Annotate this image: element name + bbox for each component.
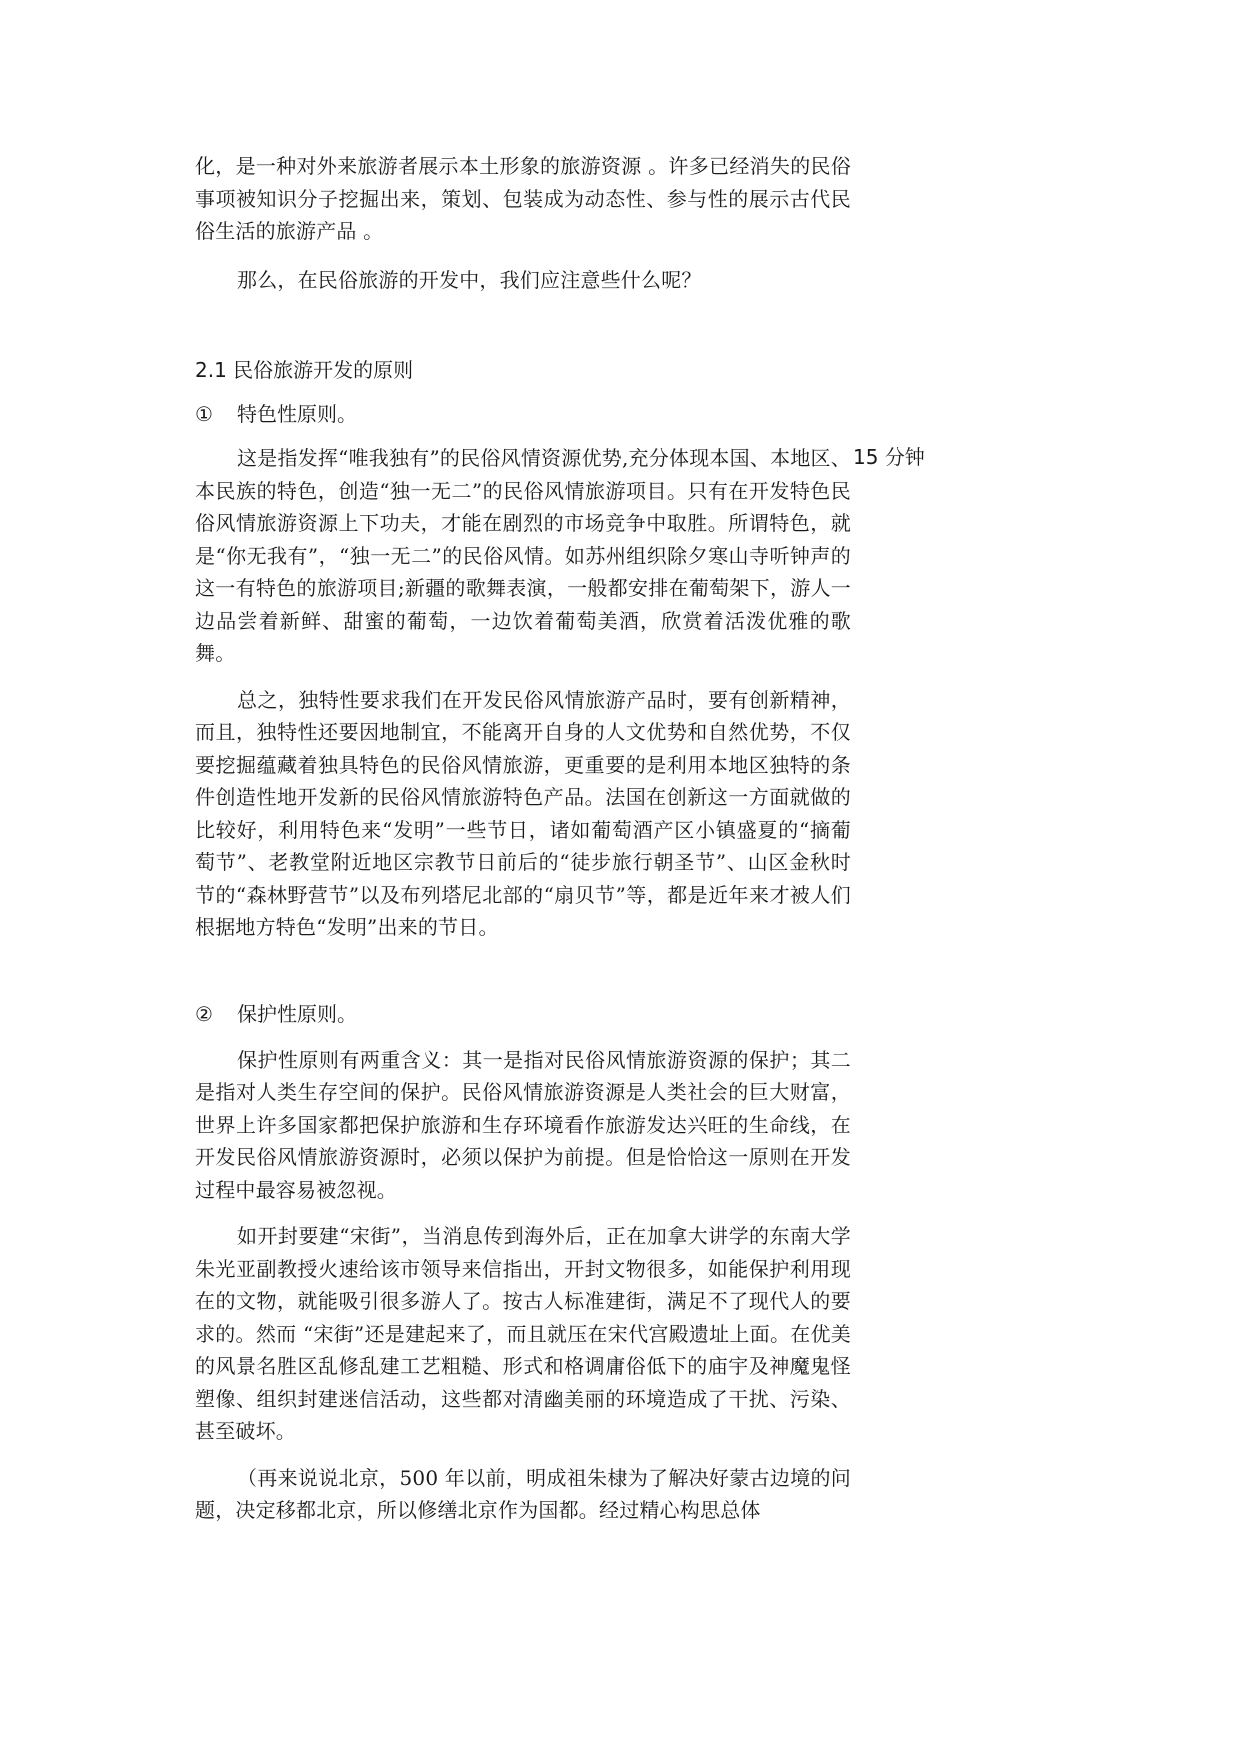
paragraph-intro-continued: 化，是一种对外来旅游者展示本土形象的旅游资源 。许多已经消失的民俗事项被知识分子挖掘出来，策划、包装成为动态性、参与性的展示古代民俗生活的旅游产品 。 bbox=[195, 154, 851, 243]
circled-number-1: ① bbox=[195, 402, 213, 426]
margin-time-note bbox=[853, 443, 925, 471]
paragraph-beijing-example: （再来说说北京，500 年以前，明成祖朱棣为了解决好蒙古边境的问题，决定移都北京，所以修缮北京作为国都。经过精心构思总体 bbox=[195, 1465, 851, 1522]
margin-time-number: 15 bbox=[853, 445, 879, 469]
principle-title-distinctiveness: 特色性原则。 bbox=[237, 402, 357, 426]
principle-heading-distinctiveness bbox=[195, 398, 851, 430]
paragraph-distinctiveness-summary: 总之，独特性要求我们在开发民俗风情旅游产品时，要有创新精神，而且，独特性还要因地制宜，不能离开自身的人文优势和自然优势，不仅要挖掘蕴藏着独具特色的民俗风情旅游，更重要的是利用本地区独特的条件创造性地开发新的民俗风情旅游特色产品。法国在创新这一方面就做的比较好，利用特色来“发明”一些节日，诸如葡萄酒产区小镇盛夏的“摘葡萄节”、老教堂附近地区宗教节日前后的“徒步旅行朝圣节”、山区金秋时节的“森林野营节”以及布列塔尼北部的“扇贝节”等，都是近年来才被人们根据地方特色“发明”出来的节日。 bbox=[195, 687, 851, 939]
principle-heading-protection bbox=[195, 998, 851, 1030]
paragraph-kaifeng-example: 如开封要建“宋街”，当消息传到海外后，正在加拿大讲学的东南大学朱光亚副教授火速给该市领导来信指出，开封文物很多，如能保护利用现在的文物，就能吸引很多游人了。按古人标准建街，满足不了现代人的要求的。然而 “宋街”还是建起来了，而且就压在宋代宫殿遗址上面。在优美的风景名胜区乱修乱建工艺粗糙、形式和格调庸俗低下的庙宇及神魔鬼怪塑像、组织封建迷信活动，这些都对清幽美丽的环境造成了干扰、污染、甚至破坏。 bbox=[195, 1224, 851, 1443]
principle-title-protection: 保护性原则。 bbox=[237, 1001, 357, 1026]
paragraph-distinctiveness-definition: 这是指发挥“唯我独有”的民俗风情资源优势,充分体现本国、本地区、本民族的特色，创造“独一无二”的民俗风情旅游项目。只有在开发特色民俗风情旅游资源上下功夫，才能在剧烈的市场竞争中取胜。所谓特色，就是“你无我有”，“独一无二”的民俗风情。如苏州组织除夕寒山寺听钟声的这一有特色的旅游项目;新疆的歌舞表演，一般都安排在葡萄架下，游人一边品尝着新鲜、甜蜜的葡萄，一边饮着葡萄美酒，欣赏着活泼优雅的歌舞。 bbox=[195, 446, 851, 665]
circled-number-2: ② bbox=[195, 1001, 213, 1026]
body-text-column bbox=[195, 150, 851, 1527]
paragraph-question: 那么，在民俗旅游的开发中，我们应注意些什么呢？ bbox=[237, 267, 702, 292]
paragraph-protection-definition: 保护性原则有两重含义：其一是指对民俗风情旅游资源的保护；其二是指对人类生存空间的保护。民俗风情旅游资源是人类社会的巨大财富，世界上许多国家都把保护旅游和生存环境看作旅游发达兴旺的生命线，在开发民俗风情旅游资源时，必须以保护为前提。但是恰恰这一原则在开发过程中最容易被忽视。 bbox=[195, 1047, 851, 1202]
section-heading: 2.1 民俗旅游开发的原则 bbox=[195, 358, 414, 382]
margin-time-unit: 分钟 bbox=[884, 445, 925, 469]
